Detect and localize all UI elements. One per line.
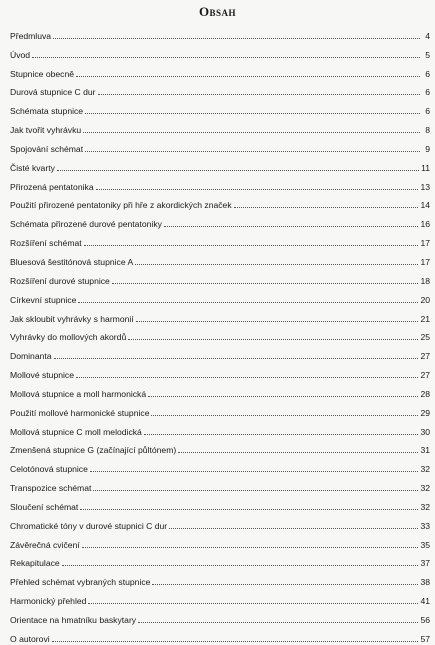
toc-entry-label: Mollová stupnice C moll melodická	[10, 426, 142, 437]
toc-entry-page-number: 37	[420, 558, 430, 569]
toc-entry-page-number: 41	[420, 596, 430, 607]
dot-leader	[83, 132, 420, 133]
toc-entry-label: Použití přirozené pentatoniky při hře z akordických značek	[10, 200, 232, 211]
toc-entry-label: Harmonický přehled	[10, 596, 87, 607]
toc-entry-label: Celotónová stupnice	[10, 464, 88, 475]
toc-entry-page-number: 9	[425, 143, 430, 154]
toc-entry-label: Rekapitulace	[10, 558, 60, 569]
toc-entry[interactable]	[10, 98, 430, 117]
toc-entry-label: Orientace na hmatníku baskytary	[10, 615, 137, 625]
dot-leader	[138, 622, 418, 623]
toc-entry-page-number: 20	[420, 294, 430, 305]
dot-leader	[136, 321, 419, 322]
toc-entry-label: Zmenšená stupnice G (začínající půltónem)	[10, 445, 177, 456]
toc-entry-page-number: 6	[425, 87, 430, 98]
toc-entry[interactable]	[10, 362, 430, 381]
dot-leader	[169, 528, 418, 529]
toc-entry-label: Rozšíření durové stupnice	[10, 275, 110, 286]
toc-entry-label: Úvod	[10, 49, 31, 60]
dot-leader	[135, 264, 418, 265]
toc-entry-label: Přirozená pentatonika	[10, 181, 94, 192]
toc-entry-page-number: 27	[420, 351, 430, 362]
toc-entry-page-number: 25	[420, 332, 430, 343]
toc-entry-page-number: 28	[420, 388, 430, 399]
toc-entry[interactable]	[10, 287, 430, 306]
dot-leader	[84, 245, 419, 246]
toc-entry-page-number: 31	[420, 445, 430, 456]
dot-leader	[85, 151, 420, 152]
dot-leader	[76, 76, 420, 77]
toc-entry-page-number: 17	[420, 256, 430, 267]
dot-leader	[178, 452, 418, 453]
dot-leader	[148, 396, 418, 397]
dot-leader	[152, 584, 418, 585]
toc-entry-page-number: 8	[425, 125, 430, 136]
toc-entry-page-number: 32	[420, 483, 430, 494]
toc-entry[interactable]	[10, 438, 430, 457]
dot-leader	[78, 302, 418, 303]
toc-entry[interactable]	[10, 42, 430, 61]
toc-entry[interactable]	[10, 551, 430, 570]
toc-entry-page-number: 38	[420, 577, 430, 588]
dot-leader	[32, 57, 420, 58]
toc-entry[interactable]	[10, 174, 430, 193]
toc-entry-page-number: 14	[420, 200, 430, 211]
toc-entry-page-number: 6	[425, 68, 430, 79]
toc-entry-label: Spojování schémat	[10, 143, 84, 154]
toc-entry-label: Přehled schémat vybraných stupnice	[10, 577, 151, 588]
dot-leader	[53, 38, 420, 39]
dot-leader	[98, 94, 420, 95]
dot-leader	[54, 358, 419, 359]
toc-entry-page-number: 13	[420, 181, 430, 192]
toc-entry-label: Schémata stupnice	[10, 106, 84, 117]
toc-entry-page-number: 11	[421, 162, 430, 173]
toc-entry-label: Bluesová šestitónová stupnice A	[10, 256, 134, 267]
toc-entry[interactable]	[10, 136, 430, 155]
toc-entry-page-number: 33	[420, 520, 430, 531]
toc-entry-page-number: 35	[420, 539, 430, 550]
toc-entry-page-number: 27	[420, 370, 430, 381]
toc-entry-label: Stupnice obecně	[10, 68, 75, 79]
toc-entry[interactable]	[10, 456, 430, 475]
toc-entry[interactable]	[10, 343, 430, 362]
dot-leader	[57, 170, 419, 171]
dot-leader	[112, 283, 419, 284]
toc-entry[interactable]	[10, 607, 430, 626]
toc-entry[interactable]	[10, 80, 430, 99]
toc-entry-page-number: 17	[420, 238, 430, 249]
table-of-contents	[10, 23, 430, 645]
toc-entry[interactable]	[10, 230, 430, 249]
page-title: Obsah	[198, 4, 237, 19]
toc-entry[interactable]	[10, 626, 430, 645]
dot-leader	[88, 603, 418, 604]
toc-entry[interactable]	[10, 268, 430, 287]
toc-entry-label: Chromatické tóny v durové stupnici C dur	[10, 520, 168, 531]
dot-leader	[90, 471, 419, 472]
dot-leader	[151, 415, 418, 416]
toc-entry-label: Dominanta	[10, 351, 52, 362]
dot-leader	[85, 113, 420, 114]
dot-leader	[93, 490, 418, 491]
dot-leader	[144, 434, 419, 435]
toc-entry-label: Jak tvořit vyhrávku	[10, 125, 82, 136]
toc-entry-label: Závěrečná cvičení	[10, 539, 80, 550]
dot-leader	[96, 189, 419, 190]
toc-entry-page-number: 56	[420, 615, 430, 625]
toc-entry[interactable]	[10, 588, 430, 607]
toc-entry-label: Církevní stupnice	[10, 294, 77, 305]
toc-entry[interactable]	[10, 475, 430, 494]
toc-entry-page-number: 30	[420, 426, 430, 437]
toc-entry-label: Rozšíření schémat	[10, 238, 82, 249]
toc-entry-label: Jak skloubit vyhrávky s harmonií	[10, 313, 134, 324]
toc-entry-label: Transpozice schémat	[10, 483, 92, 494]
toc-entry-label: Mollové stupnice	[10, 370, 75, 381]
toc-entry[interactable]	[10, 61, 430, 80]
toc-entry-page-number: 57	[420, 633, 430, 644]
toc-entry[interactable]	[10, 117, 430, 136]
toc-entry[interactable]	[10, 513, 430, 532]
dot-leader	[164, 226, 419, 227]
toc-entry[interactable]	[10, 400, 430, 419]
toc-entry-label: Sloučení schémat	[10, 501, 79, 512]
dot-leader	[76, 377, 418, 378]
toc-entry[interactable]	[10, 23, 430, 42]
toc-entry-page-number: 6	[425, 106, 430, 117]
toc-entry-page-number: 18	[420, 275, 430, 286]
toc-entry[interactable]	[10, 155, 430, 174]
toc-entry[interactable]	[10, 569, 430, 588]
toc-entry-label: Použití mollové harmonické stupnice	[10, 407, 150, 418]
dot-leader	[80, 509, 418, 510]
dot-leader	[128, 339, 418, 340]
toc-entry[interactable]	[10, 193, 430, 212]
toc-entry[interactable]	[10, 306, 430, 325]
toc-entry[interactable]	[10, 325, 430, 344]
dot-leader	[234, 207, 419, 208]
toc-entry-label: Předmluva	[10, 30, 52, 41]
toc-entry-page-number: 5	[425, 49, 430, 60]
dot-leader	[82, 547, 419, 548]
toc-entry[interactable]	[10, 419, 430, 438]
toc-entry-label: Schémata přirozené durové pentatoniky	[10, 219, 162, 230]
toc-entry-label: Čisté kvarty	[10, 162, 55, 173]
toc-entry[interactable]	[10, 532, 430, 551]
toc-entry[interactable]	[10, 249, 430, 268]
toc-entry-label: Vyhrávky do mollových akordů	[10, 332, 127, 343]
toc-entry[interactable]	[10, 211, 430, 230]
toc-entry-page-number: 21	[420, 313, 430, 324]
toc-entry[interactable]	[10, 381, 430, 400]
toc-entry-label: Mollová stupnice a moll harmonická	[10, 388, 147, 399]
toc-entry-page-number: 4	[425, 30, 430, 41]
toc-entry-page-number: 32	[420, 464, 430, 475]
toc-entry-page-number: 32	[420, 501, 430, 512]
toc-entry-label: Durová stupnice C dur	[10, 87, 96, 98]
toc-entry-page-number: 16	[420, 219, 430, 230]
dot-leader	[62, 565, 419, 566]
toc-entry[interactable]	[10, 494, 430, 513]
toc-entry-label: O autorovi	[10, 633, 50, 644]
toc-entry-page-number: 29	[420, 407, 430, 418]
dot-leader	[52, 641, 419, 642]
